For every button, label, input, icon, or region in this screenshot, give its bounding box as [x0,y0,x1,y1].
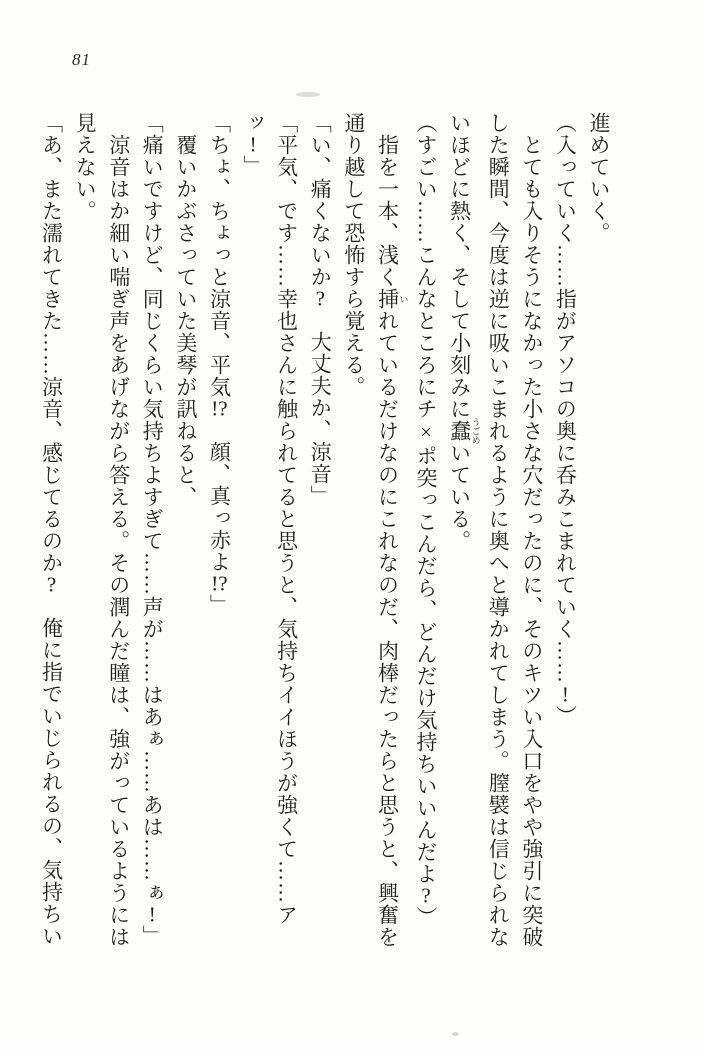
text-block [41,112,615,954]
scan-smudge [296,92,320,97]
tate-chu-yoko: ? [315,288,325,309]
text-line: した瞬間、今度は逆に吸いこまれるように奥へと導かれてしまう。膣襞は信じられな [486,112,511,948]
tate-chu-yoko: !? [211,398,228,419]
text-line: 通り越して恐怖すら覚える。 [341,112,366,398]
text-line: 「痛いですけど、同じくらい気持ちよすぎて……声が……はあぁ……あは……ぁ!」 [140,112,165,947]
text-line: 指を一本、浅く挿 いれているだけなのにこれなのだ、肉棒だったらと思うと、興奮を [375,134,409,948]
tate-chu-yoko: ? [421,885,431,906]
text-line: 「い、痛くないか? 大丈夫か、涼音」 [308,112,333,507]
page-number: 81 [72,50,91,69]
text-line: 進めていく。 [587,112,611,244]
text-line: とても入りそうになかった小さな穴だったのに、そのキツい入口をやや強引に突破 [519,134,544,948]
text-line: 覆いかぶさっていた美琴が訊ねると、 [173,134,198,508]
text-line: いほどに熱く、そして小刻みに蠢 うごめいている。 [447,112,481,552]
text-line: 「あ、また濡れてきた……涼音、感じてるのか? 俺に指でいじられるの、気持ちい [39,112,64,947]
text-line: 「ちょ、ちょっと涼音、平気!? 顔、真っ赤よ!?」 [207,112,232,616]
text-line: 見えない。 [73,112,98,222]
tate-chu-yoko: ? [46,574,57,595]
text-line: （入っていく……指がアソコの奥に呑みこまれていく……!） [553,112,578,727]
text-line: 涼音はか細い喘ぎ声をあげながら答える。その潤んだ瞳は、強がっているようには [106,134,131,948]
tate-chu-yoko: !? [211,573,228,594]
tate-chu-yoko: ! [561,684,569,705]
tate-chu-yoko: ! [249,134,257,155]
text-line: （すごい……こんなところにチ×ポ突っこんだら、どんだけ気持ちいいんだよ?） [414,112,439,928]
text-line: 「平気、です……幸也さんに触られてると思うと、気持ちイイほうが強くて……ア [274,112,299,926]
tate-chu-yoko: ! [148,904,156,925]
scan-smudge [452,1032,459,1036]
text-line: ッ!」 [241,112,266,177]
